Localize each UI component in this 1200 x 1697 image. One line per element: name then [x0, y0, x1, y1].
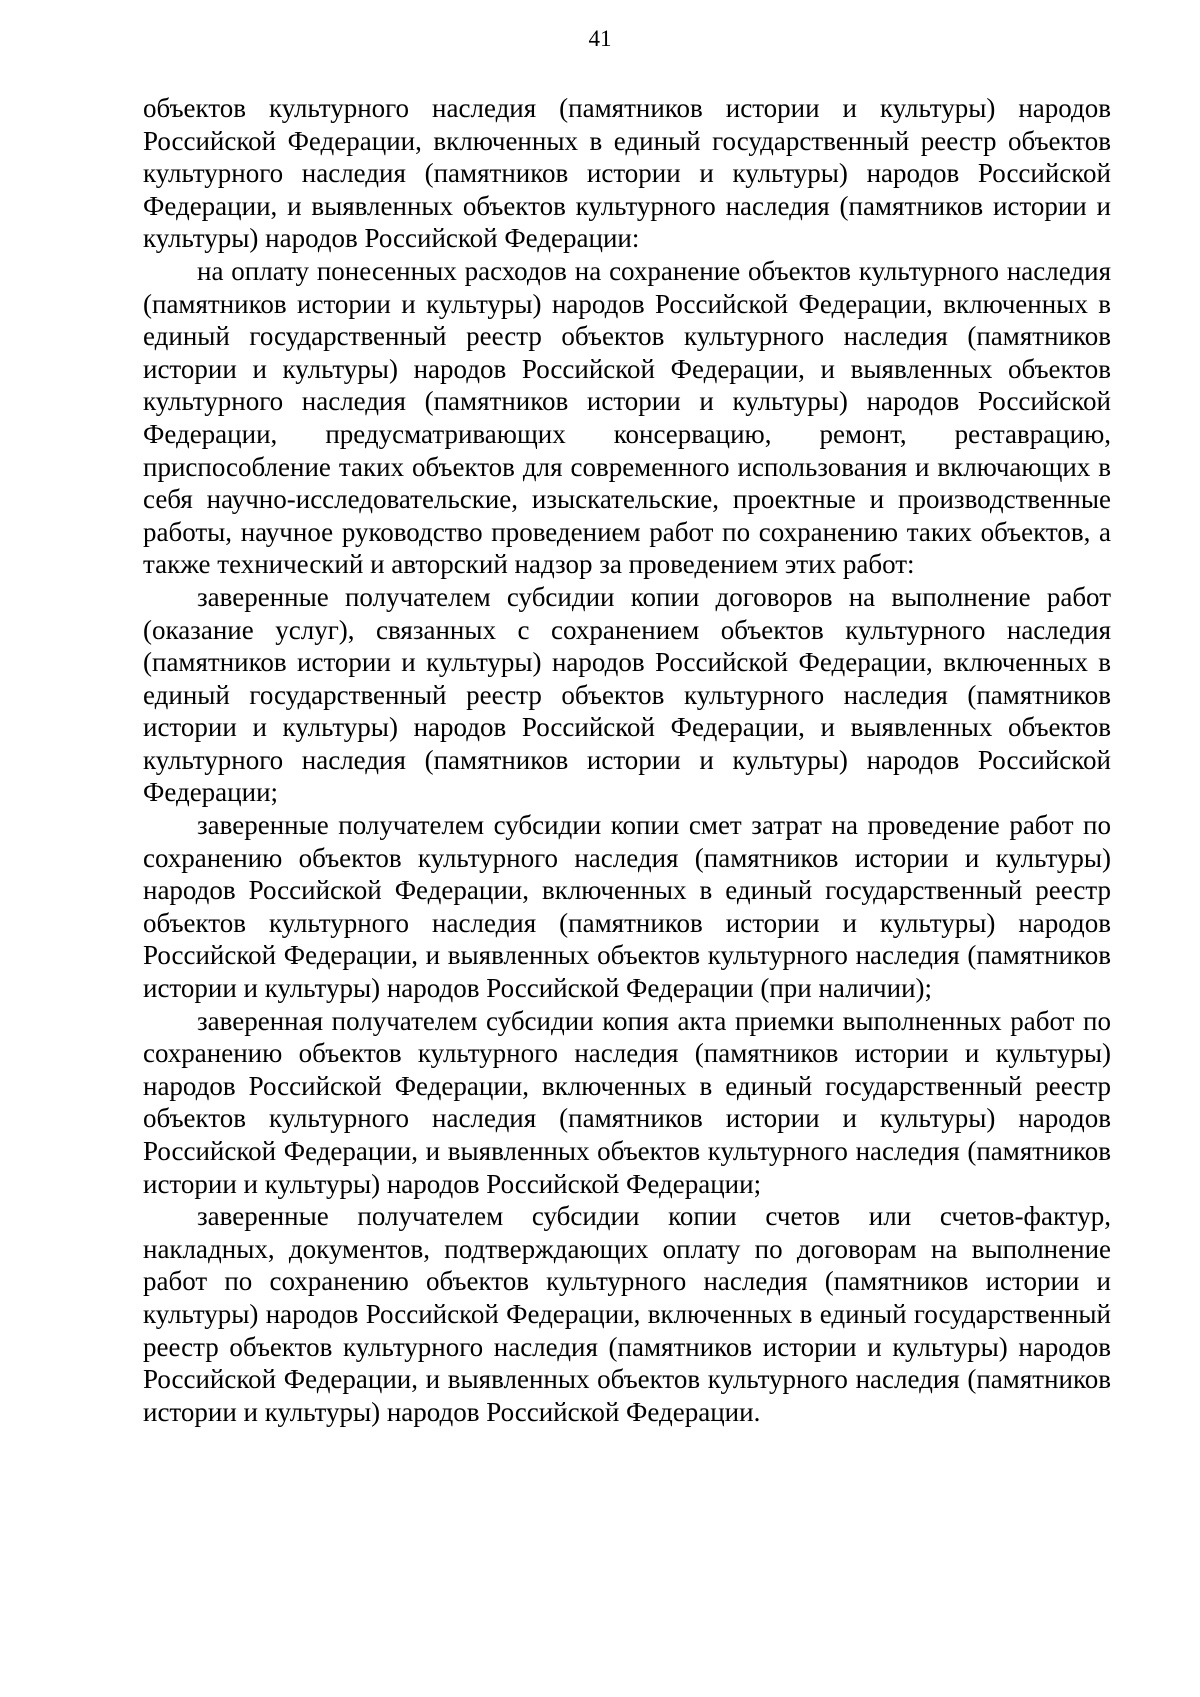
paragraph-payment-expenses: на оплату понесенных расходов на сохранение объектов культурного наследия (памятников истории и культуры) народов Российской Федерации, включенных в единый государственный реестр объектов культурного наследия (памятников истории и культуры) народов Российской Федерации, и выявленных объектов культурного наследия (памятников истории и культуры) народов Российской Федерации, предусматривающих консервацию, ремонт, реставрацию, приспособление таких объектов для современного использования и включающих в себя научно-исследовательские, изыскательские, проектные и производственные работы, научное руководство проведением работ по сохранению таких объектов, а также технический и авторский надзор за проведением этих работ:: [143, 255, 1111, 580]
paragraph-cost-estimates: заверенные получателем субсидии копии смет затрат на проведение работ по сохранению объектов культурного наследия (памятников истории и культуры) народов Российской Федерации, включенных в единый государственный реестр объектов культурного наследия (памятников истории и культуры) народов Российской Федерации, и выявленных объектов культурного наследия (памятников истории и культуры) народов Российской Федерации (при наличии);: [143, 810, 1111, 1004]
paragraph-contract-copies: заверенные получателем субсидии копии договоров на выполнение работ (оказание услуг), связанных с сохранением объектов культурного наследия (памятников истории и культуры) народов Российской Федерации, включенных в единый государственный реестр объектов культурного наследия (памятников истории и культуры) народов Российской Федерации, и выявленных объектов культурного наследия (памятников истории и культуры) народов Российской Федерации;: [143, 581, 1111, 808]
paragraph-invoices: заверенные получателем субсидии копии счетов или счетов-фактур, накладных, документов, подтверждающих оплату по договорам на выполнение работ по сохранению объектов культурного наследия (памятников истории и культуры) народов Российской Федерации, включенных в единый государственный реестр объектов культурного наследия (памятников истории и культуры) народов Российской Федерации, и выявленных объектов культурного наследия (памятников истории и культуры) народов Российской Федерации.: [143, 1201, 1111, 1427]
page-number: 41: [588, 26, 612, 51]
paragraph-acceptance-act: заверенная получателем субсидии копия акта приемки выполненных работ по сохранению объектов культурного наследия (памятников истории и культуры) народов Российской Федерации, включенных в единый государственный реестр объектов культурного наследия (памятников истории и культуры) народов Российской Федерации, и выявленных объектов культурного наследия (памятников истории и культуры) народов Российской Федерации;: [143, 1005, 1111, 1199]
paragraph-continuation: объектов культурного наследия (памятников истории и культуры) народов Российской Федерации, включенных в единый государственный реестр объектов культурного наследия (памятников истории и культуры) народов Российской Федерации, и выявленных объектов культурного наследия (памятников истории и культуры) народов Российской Федерации:: [143, 93, 1111, 254]
document-body: [143, 92, 1111, 1428]
